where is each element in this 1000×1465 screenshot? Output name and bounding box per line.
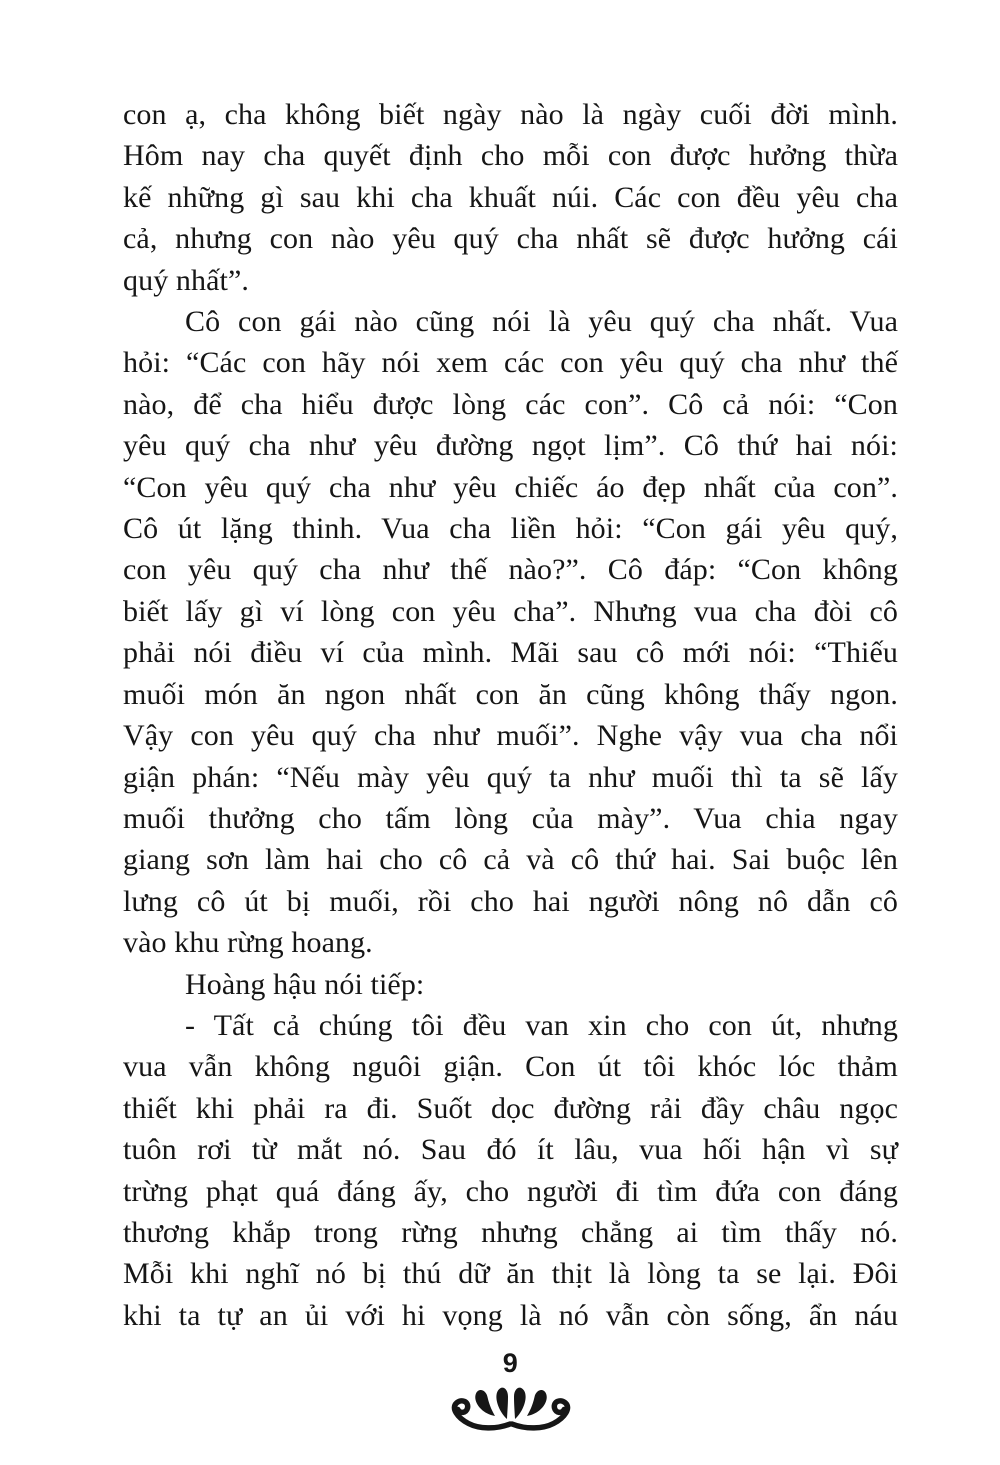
text-line: vua vẫn không nguôi giận. Con út tôi khóc lóc thảm xyxy=(123,1050,898,1084)
text-line: - Tất cả chúng tôi đều van xin cho con út, nhưng xyxy=(185,1008,898,1042)
text-line: thiết khi phải ra đi. Suốt dọc đường rải đầy châu ngọc xyxy=(123,1091,898,1125)
text-line: con yêu quý cha như thế nào?”. Cô đáp: “Con không xyxy=(123,553,898,587)
story-text xyxy=(123,94,898,1336)
text-line: giang sơn làm hai cho cô cả và cô thứ hai. Sai buộc lên xyxy=(123,843,898,877)
text-line: giận phán: “Nếu mày yêu quý ta như muối thì ta sẽ lấy xyxy=(123,760,898,794)
text-line: Mỗi khi nghĩ nó bị thú dữ ăn thịt là lòng ta se lại. Đôi xyxy=(123,1257,898,1291)
text-line: yêu quý cha như yêu đường ngọt lịm”. Cô thứ hai nói: xyxy=(123,429,898,463)
text-line: khi ta tự an ủi với hi vọng là nó vẫn còn sống, ẩn náu xyxy=(123,1298,898,1332)
text-line: kế những gì sau khi cha khuất núi. Các con đều yêu cha xyxy=(123,180,898,214)
text-line: nào, để cha hiểu được lòng các con”. Cô cả nói: “Con xyxy=(123,387,898,421)
text-line: Hôm nay cha quyết định cho mỗi con được hưởng thừa xyxy=(123,139,898,173)
flourish-ornament xyxy=(123,1379,898,1431)
text-line: cả, nhưng con nào yêu quý cha nhất sẽ được hưởng cái xyxy=(123,222,898,256)
text-line: phải nói điều ví của mình. Mãi sau cô mới nói: “Thiếu xyxy=(123,636,898,670)
text-line: hỏi: “Các con hãy nói xem các con yêu quý cha như thế xyxy=(123,346,898,380)
text-line: Cô út lặng thinh. Vua cha liền hỏi: “Con gái yêu quý, xyxy=(123,512,898,546)
page-number: 9 xyxy=(502,1348,519,1379)
text-line: muối món ăn ngon nhất con ăn cũng không thấy ngon. xyxy=(123,677,898,711)
text-line: muối thưởng cho tấm lòng của mày”. Vua chia ngay xyxy=(123,801,898,835)
text-line: con ạ, cha không biết ngày nào là ngày cuối đời mình. xyxy=(123,98,898,131)
text-line: tuôn rơi từ mắt nó. Sau đó ít lâu, vua hối hận vì sự xyxy=(123,1133,898,1167)
text-line: quý nhất”. xyxy=(123,263,249,297)
text-line: thương khắp trong rừng nhưng chẳng ai tìm thấy nó. xyxy=(123,1215,898,1249)
text-line: lưng cô út bị muối, rồi cho hai người nông nô dẫn cô xyxy=(123,884,898,918)
text-line: vào khu rừng hoang. xyxy=(123,926,373,960)
page-footer xyxy=(123,1348,898,1431)
text-line: biết lấy gì ví lòng con yêu cha”. Nhưng vua cha đòi cô xyxy=(123,594,898,628)
text-line: “Con yêu quý cha như yêu chiếc áo đẹp nhất của con”. xyxy=(123,470,898,504)
text-line: Cô con gái nào cũng nói là yêu quý cha nhất. Vua xyxy=(185,305,898,339)
text-line: trừng phạt quá đáng ấy, cho người đi tìm đứa con đáng xyxy=(123,1174,898,1208)
text-line: Hoàng hậu nói tiếp: xyxy=(185,967,425,1001)
text-line: Vậy con yêu quý cha như muối”. Nghe vậy vua cha nổi xyxy=(123,719,898,753)
